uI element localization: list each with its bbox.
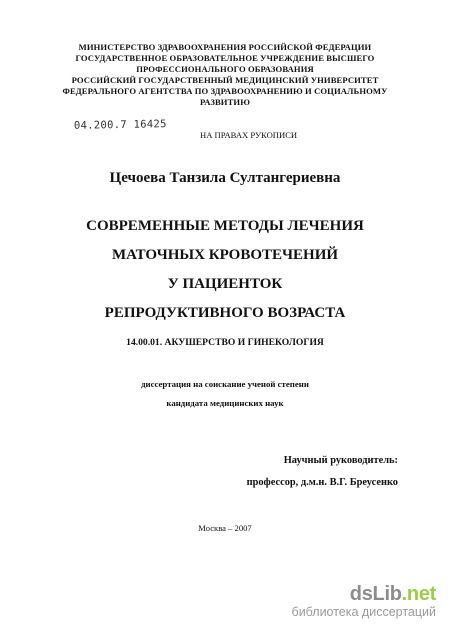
degree-line: кандидата медицинских наук	[166, 398, 284, 408]
degree-statement	[0, 375, 450, 413]
header-line: РАЗВИТИЮ	[200, 97, 250, 107]
dissertation-title	[0, 212, 450, 328]
header-line: МИНИСТЕРСТВО ЗДРАВООХРАНЕНИЯ РОССИЙСКОЙ ФЕДЕРАЦИИ	[78, 42, 372, 52]
title-line: МАТОЧНЫХ КРОВОТЕЧЕНИЙ	[111, 247, 339, 263]
supervisor-label: Научный руководитель:	[283, 455, 398, 466]
city-year: Москва – 2007	[198, 523, 252, 533]
author-name: Цечоева Танзила Султангериевна	[109, 170, 341, 186]
supervisor-block	[247, 450, 398, 494]
title-line: СОВРЕМЕННЫЕ МЕТОДЫ ЛЕЧЕНИЯ	[86, 218, 364, 234]
header-line: ГОСУДАРСТВЕННОЕ ОБРАЗОВАТЕЛЬНОЕ УЧРЕЖДЕНИЕ ВЫСШЕГО	[75, 53, 375, 63]
dslib-watermark[interactable]	[292, 583, 436, 620]
ministry-header	[0, 42, 450, 108]
supervisor-name: профессор, д.м.н. В.Г. Бреусенко	[246, 477, 398, 488]
degree-line: диссертация на соискание ученой степени	[141, 379, 309, 389]
manuscript-rights: НА ПРАВАХ РУКОПИСИ	[200, 130, 298, 140]
header-line: РОССИЙСКИЙ ГОСУДАРСТВЕННЫЙ МЕДИЦИНСКИЙ УНИВЕРСИТЕТ	[71, 75, 379, 85]
archive-stamp: 04.200.7 16425	[73, 118, 167, 132]
logo-accent-text: .net	[401, 583, 436, 605]
title-line: РЕПРОДУКТИВНОГО ВОЗРАСТА	[104, 305, 346, 321]
specialty-code: 14.00.01. АКУШЕРСТВО И ГИНЕКОЛОГИЯ	[126, 337, 324, 348]
header-line: ФЕДЕРАЛЬНОГО АГЕНТСТВА ПО ЗДРАВООХРАНЕНИЮ И СОЦИАЛЬНОМУ	[62, 86, 388, 96]
header-line: ПРОФЕССИОНАЛЬНОГО ОБРАЗОВАНИЯ	[136, 64, 314, 74]
title-line: У ПАЦИЕНТОК	[167, 276, 283, 292]
dslib-logo[interactable]	[292, 583, 436, 605]
logo-main-text: dsLib	[349, 583, 402, 605]
dslib-subtitle: библиотека диссертаций	[291, 605, 436, 619]
